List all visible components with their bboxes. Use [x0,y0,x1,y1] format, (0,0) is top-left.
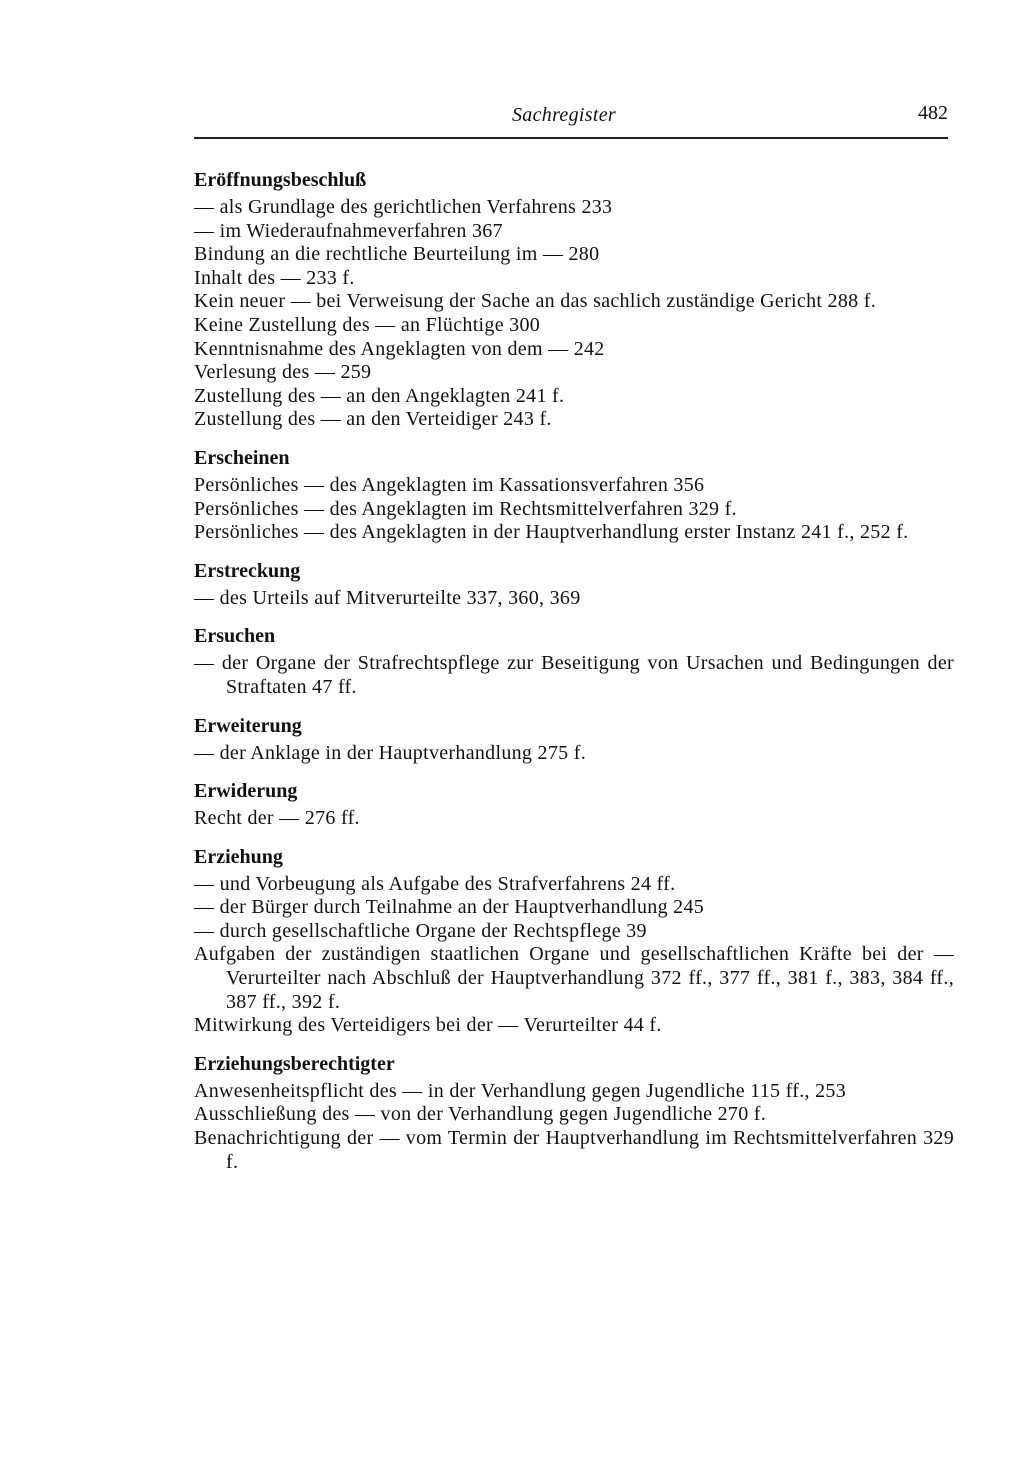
section-heading: Erstreckung [194,559,301,582]
index-entry: Anwesenheitspflicht des — in der Verhandlung gegen Jugendliche 115 ff., 253 [194,1079,846,1102]
index-entry: — der Organe der Strafrechtspflege zur Beseitigung von Ursachen und Bedingungen der Straftaten 47 ff. [194,652,954,698]
index-section [194,559,954,611]
index-entry: Persönliches — des Angeklagten im Kassationsverfahren 356 [194,473,705,496]
index-entry: Benachrichtigung der — vom Termin der Hauptverhandlung im Rechtsmittelverfahren 329 f. [194,1127,954,1173]
index-entry: — der Anklage in der Hauptverhandlung 275 f. [194,741,586,764]
index-section [194,779,954,831]
running-title: Sachregister [512,104,616,126]
section-heading: Erscheinen [194,446,290,469]
index-entry: Ausschließung des — von der Verhandlung gegen Jugendliche 270 f. [194,1103,767,1126]
index-entry: Persönliches — des Angeklagten in der Hauptverhandlung erster Instanz 241 f., 252 f. [194,521,909,544]
index-entry: Zustellung des — an den Verteidiger 243 f. [194,408,552,431]
section-heading: Eröffnungsbeschluß [194,169,367,191]
index-section [194,168,954,432]
index-entry: Persönliches — des Angeklagten im Rechtsmittelverfahren 329 f. [194,497,737,520]
index-entry: — durch gesellschaftliche Organe der Rechtspflege 39 [194,919,647,942]
index-entry: — als Grundlage des gerichtlichen Verfahrens 233 [194,196,613,218]
section-heading: Ersuchen [194,625,276,648]
index-entry: Kenntnisnahme des Angeklagten von dem — 242 [194,337,605,360]
index-section [194,714,954,766]
index-entry: Aufgaben der zuständigen staatlichen Organe und gesellschaftlichen Kräfte bei der — Verurteilter nach Abschluß der Hauptverhandlung 372 ff., 377 ff., 381 f., 383, 384 ff., 387 ff., 392 f. [194,943,954,1013]
section-heading: Erwiderung [194,780,298,803]
index-entry: Kein neuer — bei Verweisung der Sache an das sachlich zuständige Gericht 288 f. [194,290,876,313]
index-section [194,1052,954,1174]
section-heading: Erziehung [194,845,283,868]
section-heading: Erweiterung [194,714,302,737]
page-number: 482 [918,102,948,124]
index-entry: Bindung an die rechtliche Beurteilung im — 280 [194,243,600,266]
index-entry: Inhalt des — 233 f. [194,266,355,289]
index-entry: Zustellung des — an den Angeklagten 241 f. [194,384,565,407]
index-entry: Recht der — 276 ff. [194,807,360,830]
section-heading: Erziehungsberechtigter [194,1052,395,1075]
index-content [194,168,954,1188]
index-entry: — und Vorbeugung als Aufgabe des Strafverfahrens 24 ff. [194,872,676,895]
index-section [194,845,954,1038]
index-section [194,446,954,545]
index-entry: — des Urteils auf Mitverurteilte 337, 360, 369 [194,586,581,609]
index-entry: Keine Zustellung des — an Flüchtige 300 [194,313,541,336]
index-entry: Verlesung des — 259 [194,361,372,384]
index-entry: — der Bürger durch Teilnahme an der Hauptverhandlung 245 [194,896,705,919]
header-rule [194,137,948,139]
index-entry: Mitwirkung des Verteidigers bei der — Verurteilter 44 f. [194,1014,662,1037]
index-section [194,624,954,699]
index-entry: — im Wiederaufnahmeverfahren 367 [194,219,503,242]
page-header [194,100,948,130]
